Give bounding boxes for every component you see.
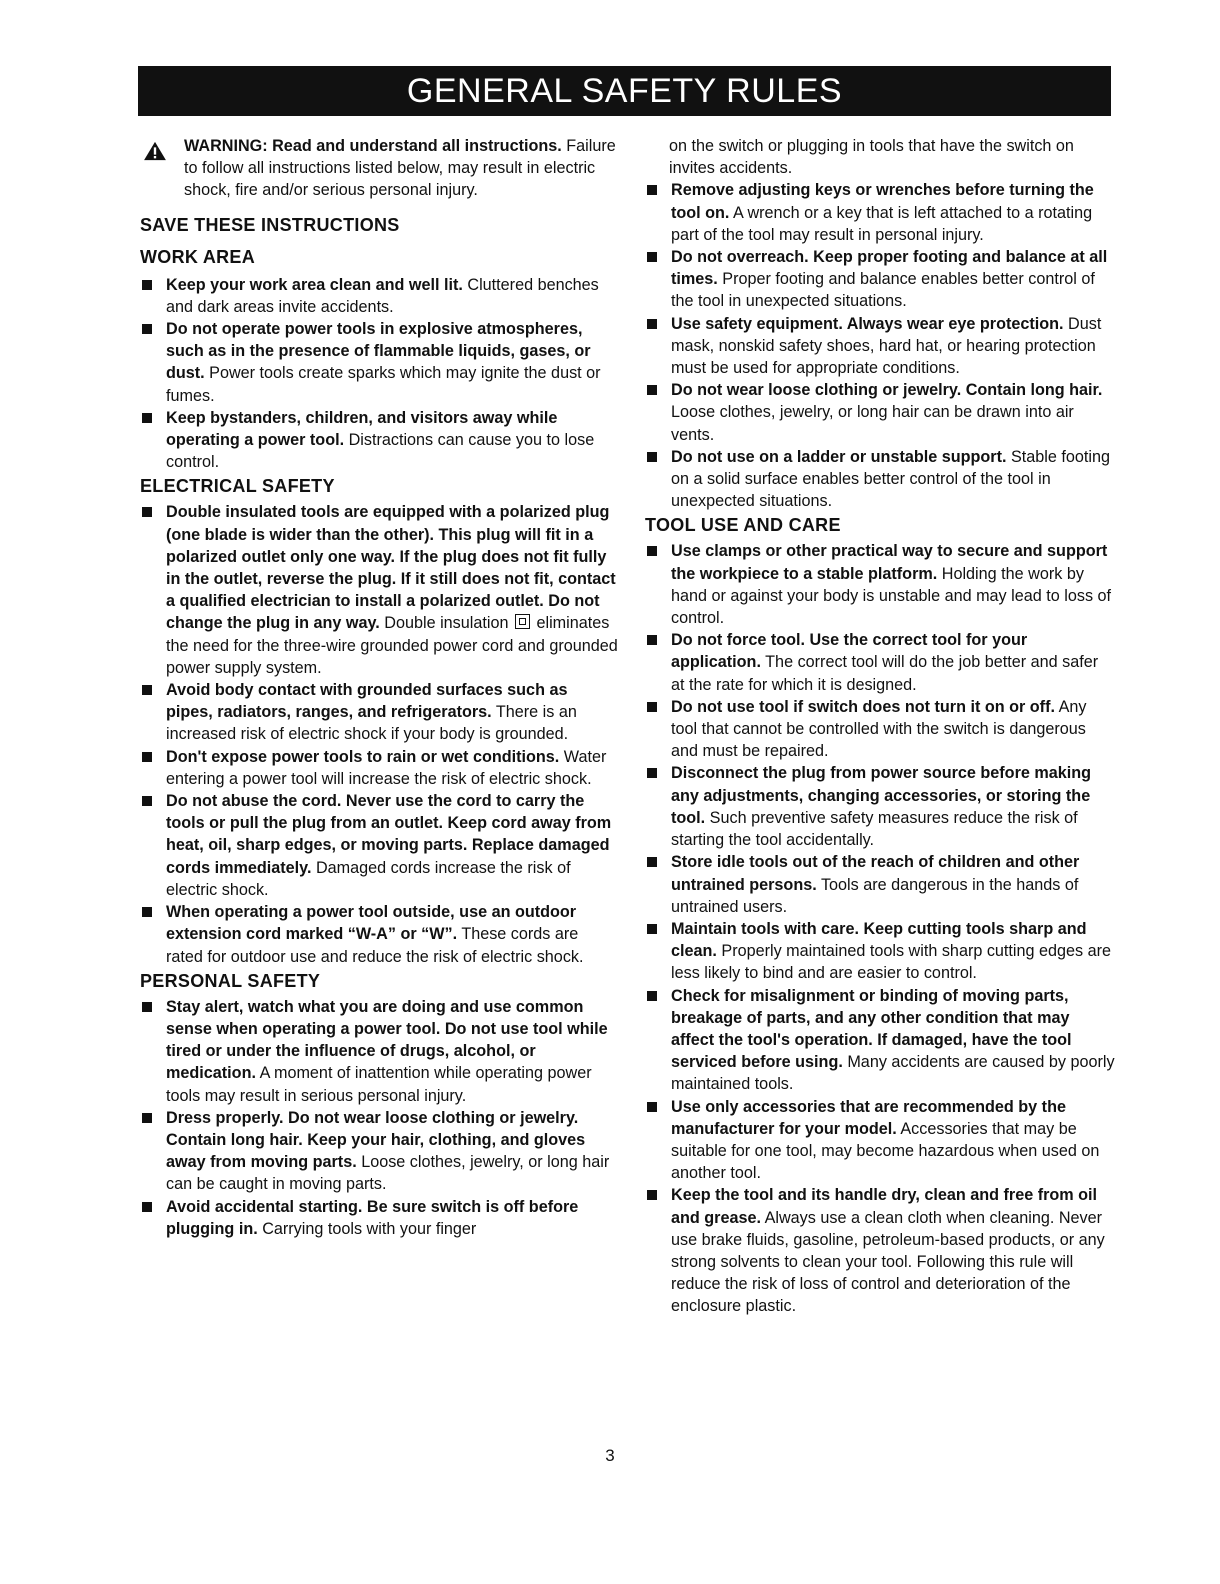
double-insulation-icon bbox=[515, 614, 530, 629]
section-heading-tool-use: TOOL USE AND CARE bbox=[645, 515, 841, 536]
warning-text: Failure to follow all instructions listed below, may result in electric shock, fire and/or serious personal injury. bbox=[184, 137, 616, 200]
item-text: Accessories that may be suitable for one tool, may become hazardous when used on another tool. bbox=[671, 1119, 1100, 1183]
item-bold: Store idle tools out of the reach of children and other untrained persons. bbox=[671, 853, 1080, 894]
warning-block bbox=[144, 135, 618, 202]
item-text: Holding the work by hand or against your body is unstable and may lead to loss of control. bbox=[671, 564, 1112, 628]
item-text: Power tools create sparks which may ignite the dust or fumes. bbox=[166, 364, 601, 405]
list-item bbox=[645, 696, 1115, 763]
item-bold: Dress properly. Do not wear loose clothing or jewelry. Contain long hair. Keep your hair, clothing, and gloves away from moving parts. bbox=[166, 1108, 586, 1172]
list-item bbox=[140, 746, 618, 790]
page-number: 3 bbox=[605, 1446, 615, 1465]
right-column bbox=[645, 135, 1115, 1318]
list-item bbox=[645, 313, 1115, 380]
item-text: eliminates the need for the three-wire grounded power cord and grounded power supply system. bbox=[166, 614, 618, 677]
page-title: GENERAL SAFETY RULES bbox=[138, 66, 1111, 116]
item-bold: Do not overreach. Keep proper footing and balance at all times. bbox=[671, 248, 1108, 289]
item-bold: Avoid accidental starting. Be sure switch is off before plugging in. bbox=[166, 1197, 579, 1238]
item-bold: Do not wear loose clothing or jewelry. Contain long hair. bbox=[671, 381, 1103, 400]
item-bold: Don't expose power tools to rain or wet conditions. bbox=[166, 747, 560, 766]
item-bold: Stay alert, watch what you are doing and use common sense when operating a power tool. Do not use tool while tired or under the influence of drugs, alcohol, or medication. bbox=[166, 997, 608, 1083]
list-item bbox=[645, 762, 1115, 851]
warning-label: WARNING: Read and understand all instructions. bbox=[184, 137, 562, 155]
item-bold: Double insulated tools are equipped with a polarized plug (one blade is wider than the other). This plug will fit in a polarized outlet only one way. If the plug does not fit fully in the outlet, reverse the plug. If it still does not fit, contact a qualified electrician to install a polarized outlet. Do not change the plug in any way. bbox=[166, 503, 616, 633]
item-text: A wrench or a key that is left attached to a rotating part of the tool may result in personal injury. bbox=[671, 203, 1093, 244]
list-item bbox=[140, 274, 618, 318]
item-bold: Keep your work area clean and well lit. bbox=[166, 275, 463, 294]
list-item bbox=[645, 918, 1115, 985]
tool-use-list bbox=[645, 540, 1115, 1317]
item-text: Such preventive safety measures reduce the risk of starting the tool accidentally. bbox=[671, 808, 1078, 850]
item-bold: Check for misalignment or binding of moving parts, breakage of parts, and any other condition that may affect the tool's operation. If damaged, have the tool serviced before using. bbox=[671, 986, 1072, 1072]
item-text: Properly maintained tools with sharp cutting edges are less likely to bind and are easier to control. bbox=[671, 942, 1112, 983]
section-heading-electrical: ELECTRICAL SAFETY bbox=[140, 476, 335, 497]
item-bold: Remove adjusting keys or wrenches before turning the tool on. bbox=[671, 181, 1094, 222]
warning-triangle-icon bbox=[142, 141, 168, 161]
item-bold: Do not abuse the cord. Never use the cord to carry the tools or pull the plug from an outlet. Keep cord away from heat, oil, sharp edges, or moving parts. Replace damaged cords immediately. bbox=[166, 792, 612, 877]
section-heading-personal: PERSONAL SAFETY bbox=[140, 970, 321, 991]
item-text: Dust mask, nonskid safety shoes, hard hat, or hearing protection must be used for appropriate conditions. bbox=[671, 314, 1102, 378]
item-text: on the switch or plugging in tools that have the switch on invites accidents. bbox=[669, 137, 1074, 178]
personal-list-right bbox=[645, 135, 1115, 512]
item-text: There is an increased risk of electric shock if your body is grounded. bbox=[166, 703, 577, 744]
list-item bbox=[140, 901, 618, 968]
list-item bbox=[645, 246, 1115, 313]
list-item bbox=[140, 790, 618, 901]
list-item bbox=[645, 179, 1115, 246]
item-bold: Maintain tools with care. Keep cutting tools sharp and clean. bbox=[671, 919, 1087, 961]
item-text: Double insulation bbox=[384, 614, 509, 633]
item-bold: Use clamps or other practical way to secure and support the workpiece to a stable platform. bbox=[671, 542, 1108, 583]
list-item bbox=[645, 985, 1115, 1096]
list-item bbox=[140, 679, 618, 746]
item-bold: Do not operate power tools in explosive atmospheres, such as in the presence of flammable liquids, gases, or dust. bbox=[166, 320, 591, 383]
list-item bbox=[645, 1096, 1115, 1185]
left-column bbox=[140, 135, 618, 1240]
item-text: Damaged cords increase the risk of electric shock. bbox=[166, 858, 571, 899]
item-bold: Keep bystanders, children, and visitors away while operating a power tool. bbox=[166, 408, 558, 450]
item-text: A moment of inattention while operating power tools may result in serious personal injury. bbox=[166, 1064, 592, 1105]
list-item bbox=[140, 407, 618, 474]
list-item bbox=[645, 540, 1115, 629]
list-item bbox=[140, 318, 618, 407]
item-text: Many accidents are caused by poorly maintained tools. bbox=[671, 1053, 1115, 1094]
electrical-list bbox=[140, 501, 618, 967]
work-area-list bbox=[140, 274, 618, 474]
list-item bbox=[645, 1184, 1115, 1317]
item-bold: Do not use tool if switch does not turn it on or off. bbox=[671, 697, 1055, 716]
list-item bbox=[645, 379, 1115, 446]
list-item bbox=[140, 1107, 618, 1196]
item-text: Cluttered benches and dark areas invite accidents. bbox=[166, 275, 599, 316]
item-text: Stable footing on a solid surface enables better control of the tool in unexpected situations. bbox=[671, 447, 1110, 511]
item-bold: Avoid body contact with grounded surfaces such as pipes, radiators, ranges, and refrigerators. bbox=[166, 681, 568, 722]
personal-list-left bbox=[140, 996, 618, 1240]
item-text: Tools are dangerous in the hands of untrained users. bbox=[671, 875, 1079, 916]
list-item-continued bbox=[645, 135, 1115, 179]
item-bold: When operating a power tool outside, use an outdoor extension cord marked “W-A” or “W”. bbox=[166, 903, 577, 944]
list-item bbox=[140, 1196, 618, 1240]
item-bold: Do not use on a ladder or unstable support. bbox=[671, 447, 1007, 466]
item-text: Loose clothes, jewelry, or long hair can be drawn into air vents. bbox=[671, 403, 1074, 444]
item-text: Proper footing and balance enables better control of the tool in unexpected situations. bbox=[671, 270, 1095, 311]
item-text: Always use a clean cloth when cleaning. Never use brake fluids, gasoline, petroleum-based products, or any strong solvents to clean your tool. Following this rule will reduce the risk of loss of control and deterioration of the enclosure plastic. bbox=[671, 1208, 1105, 1316]
section-heading-work-area: WORK AREA bbox=[140, 246, 256, 267]
item-text: The correct tool will do the job better and safer at the rate for which it is designed. bbox=[671, 653, 1099, 694]
list-item bbox=[645, 851, 1115, 918]
list-item bbox=[645, 446, 1115, 513]
item-text: Loose clothes, jewelry, or long hair can be caught in moving parts. bbox=[166, 1153, 610, 1194]
list-item bbox=[140, 996, 618, 1107]
item-text: These cords are rated for outdoor use and reduce the risk of electric shock. bbox=[166, 925, 584, 966]
item-text: Carrying tools with your finger bbox=[262, 1219, 477, 1238]
item-text: Water entering a power tool will increase the risk of electric shock. bbox=[166, 747, 607, 788]
item-bold: Keep the tool and its handle dry, clean and free from oil and grease. bbox=[671, 1186, 1098, 1227]
item-bold: Do not force tool. Use the correct tool for your application. bbox=[671, 631, 1028, 672]
list-item bbox=[645, 629, 1115, 696]
item-bold: Use only accessories that are recommended by the manufacturer for your model. bbox=[671, 1097, 1066, 1138]
list-item bbox=[140, 501, 618, 679]
item-bold: Use safety equipment. Always wear eye protection. bbox=[671, 314, 1064, 333]
save-heading: SAVE THESE INSTRUCTIONS bbox=[140, 214, 400, 235]
item-text: Any tool that cannot be controlled with the switch is dangerous and must be repaired. bbox=[671, 697, 1087, 761]
item-text: Distractions can cause you to lose control. bbox=[166, 431, 595, 472]
item-bold: Disconnect the plug from power source before making any adjustments, changing accessories, or storing the tool. bbox=[671, 764, 1092, 827]
